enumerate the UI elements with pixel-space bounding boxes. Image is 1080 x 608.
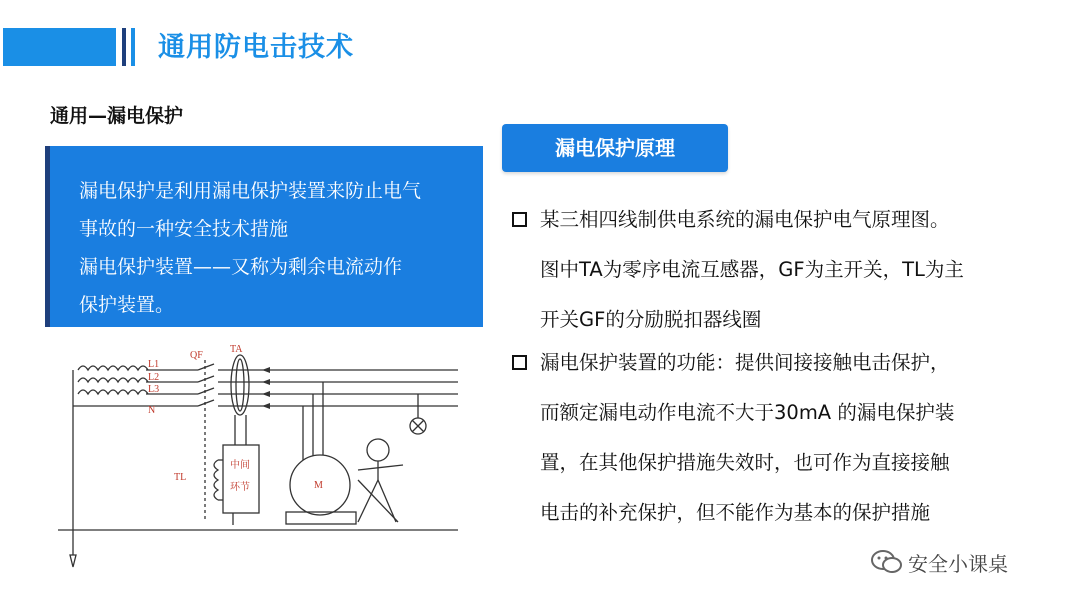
phase-label: L3 <box>148 384 160 395</box>
phase-label: N <box>148 405 156 416</box>
intro-box <box>45 146 483 327</box>
wechat-icon <box>870 548 904 576</box>
watermark <box>870 545 1008 579</box>
title-stripe-dark <box>122 28 126 66</box>
bullet-line: 电击的补充保护，但不能作为基本的保护措施 <box>540 501 931 524</box>
bullet-line: 开关GF的分励脱扣器线圈 <box>540 308 762 331</box>
intro-line: 漏电保护是利用漏电保护装置来防止电气 <box>79 180 422 202</box>
intro-box-edge <box>45 146 50 327</box>
bullet-list <box>510 200 1055 532</box>
bullet-square-icon <box>512 355 527 370</box>
bullet-line: 漏电保护装置的功能：提供间接接触电击保护， <box>540 351 950 374</box>
section-subtitle: 通用—漏电保护 <box>50 105 184 127</box>
intro-text <box>79 172 469 324</box>
module-label: 中间 <box>230 460 250 471</box>
bullet-line: 图中TA为零序电流互感器，GF为主开关，TL为主 <box>540 258 964 281</box>
bullet-line: 而额定漏电动作电流不大于30mA 的漏电保护装 <box>540 401 955 424</box>
phase-label: L1 <box>148 359 160 370</box>
intro-line: 漏电保护装置——又称为剩余电流动作 <box>79 256 403 278</box>
phase-label: L2 <box>148 372 160 383</box>
module-label: 环节 <box>230 482 250 493</box>
watermark-text: 安全小课桌 <box>908 551 1008 576</box>
bullet-item <box>510 200 1055 339</box>
bullet-item <box>510 343 1055 532</box>
title-accent-bar <box>3 28 116 66</box>
title-stripe-light <box>131 28 135 66</box>
bullet-line: 置，在其他保护措施失效时，也可作为直接接触 <box>540 451 950 474</box>
leakage-protection-diagram <box>58 340 478 580</box>
bullet-line: 某三相四线制供电系统的漏电保护电气原理图。 <box>540 208 950 231</box>
page-title: 通用防电击技术 <box>158 32 354 63</box>
motor-label: M <box>314 480 323 491</box>
intro-line: 事故的一种安全技术措施 <box>79 218 289 240</box>
transformer-label: TA <box>230 344 243 355</box>
bullet-square-icon <box>512 212 527 227</box>
switch-label: QF <box>190 350 203 361</box>
principle-label: 漏电保护原理 <box>502 124 728 172</box>
intro-line: 保护装置。 <box>79 294 175 316</box>
coil-label: TL <box>174 472 187 483</box>
